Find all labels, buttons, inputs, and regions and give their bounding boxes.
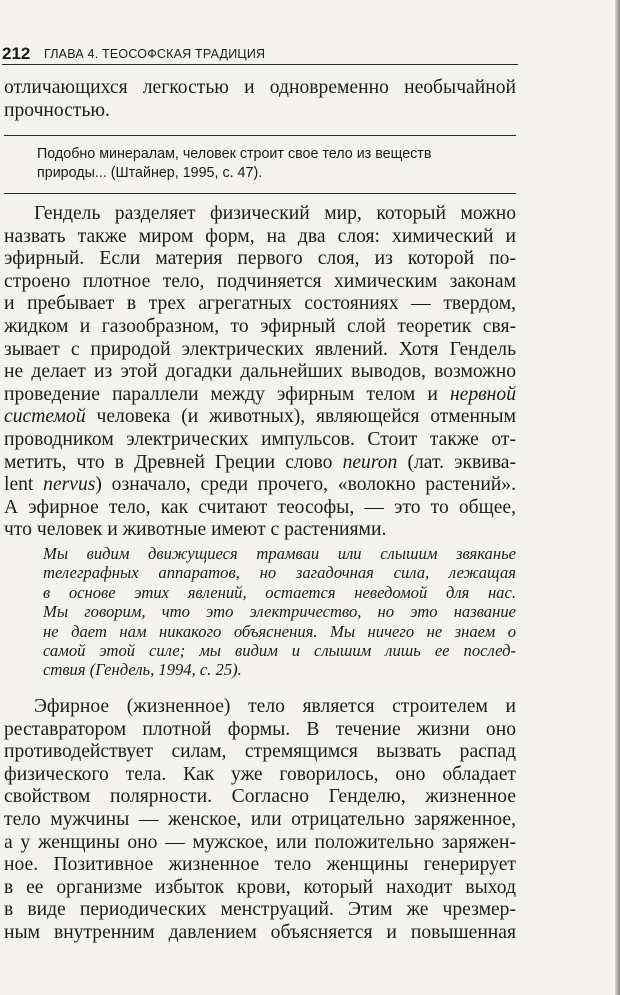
italic-term: neuron [342,451,398,473]
text-line: назвать также миром форм, на два слоя: химический и [4,225,516,247]
intro-paragraph-end [4,77,516,122]
text-segment: проведение параллели между эфирным телом и [4,383,438,405]
text-line: ное. Позитивное жизненное тело женщины генерирует [4,854,516,876]
text-line: реставратором плотной формы. В течение жизни оно [4,718,516,740]
text-line: жидком и газообразном, то эфирный слой теоретик свя- [4,315,516,337]
text-line: Гендель разделяет физический мир, который можно [34,203,516,224]
text-line [4,384,516,407]
text-line: Эфирное (жизненное) тело является строителем и [34,696,516,717]
quote-line: в основе этих явлений, остается неведомой для нас. [43,582,516,602]
text-segment: человека (и животных), являющейся отменным [96,406,516,428]
text-line: не делает из этой догадки дальнейших выводов, возможно [4,361,516,383]
quote-line: Мы говорим, что это электричество, но это название [43,602,516,622]
text-line: прочностью. [4,99,110,121]
italic-term: нервной [449,383,516,405]
paragraph-2 [4,696,516,945]
text-segment: lent [4,474,34,496]
text-line: строено плотное тело, подчиняется химическим законам [4,270,516,292]
text-line: отличающихся легкостью и одновременно необычайной [4,77,516,98]
text-line: тело мужчины — женское, или отрицательно заряженное, [4,808,516,830]
page-header [2,44,518,65]
text-line: зывает с природой электрических явлений. Хотя Гендель [4,338,516,360]
text-line: противодействует силам, стремящимся вызвать распад [4,741,516,763]
text-line: физического тела. Как уже говорилось, оно обладает [4,763,516,785]
quote-line: телеграфных аппаратов, но загадочная сила, лежащая [43,563,516,583]
text-line: А эфирное тело, как считают теософы, — это то общее, [4,496,516,518]
italic-term: системой [4,406,86,428]
quote-line: самой этой силе; мы видим и слышим лишь ее послед- [43,641,516,661]
page-edge-shadow [615,0,620,995]
text-line [4,474,516,497]
text-line: проводником электрических импульсов. Стоит также от- [4,428,516,450]
running-head: ГЛАВА 4. ТЕОСОФСКАЯ ТРАДИЦИЯ [44,47,266,61]
text-line: а у женщины оно — мужское, или положительно заряжен- [4,831,516,853]
block-quote [43,544,516,680]
text-line [4,452,516,475]
epigraph-box [4,135,516,194]
text-line: в ее организме избыток крови, который находит выход [4,876,516,898]
epigraph-line: природы... (Штайнер, 1995, с. 47). [37,165,263,181]
italic-term: nervus [43,474,96,496]
text-line: ным внутренним давлением объясняется и повышенная [4,921,516,943]
text-line: эфирный. Если материя первого слоя, из которой по- [4,248,516,270]
text-line: что человек и животные имеют с растениями. [4,519,387,541]
quote-line: не дает нам никакого объяснения. Мы ничего не знаем о [43,621,516,641]
paragraph-1 [4,203,516,542]
text-line: свойством полярности. Согласно Генделю, жизненное [4,786,516,808]
text-segment: (лат. эквива- [407,451,516,473]
text-segment: метить, что в Древней Греции слово [4,451,333,473]
page-number: 212 [2,44,31,63]
text-segment: ) означало, среди прочего, «волокно растений». [95,474,516,496]
epigraph-line: Подобно минералам, человек строит свое тело из веществ [37,146,432,162]
text-line [4,406,516,429]
quote-line: Мы видим движущиеся трамваи или слышим звяканье [43,544,516,563]
text-line: и пребывает в трех агрегатных состояниях — твердом, [4,293,516,315]
quote-line: ствия (Гендель, 1994, с. 25). [43,660,242,680]
text-line: в виде периодических менструаций. Этим же чрезмер- [4,899,516,921]
